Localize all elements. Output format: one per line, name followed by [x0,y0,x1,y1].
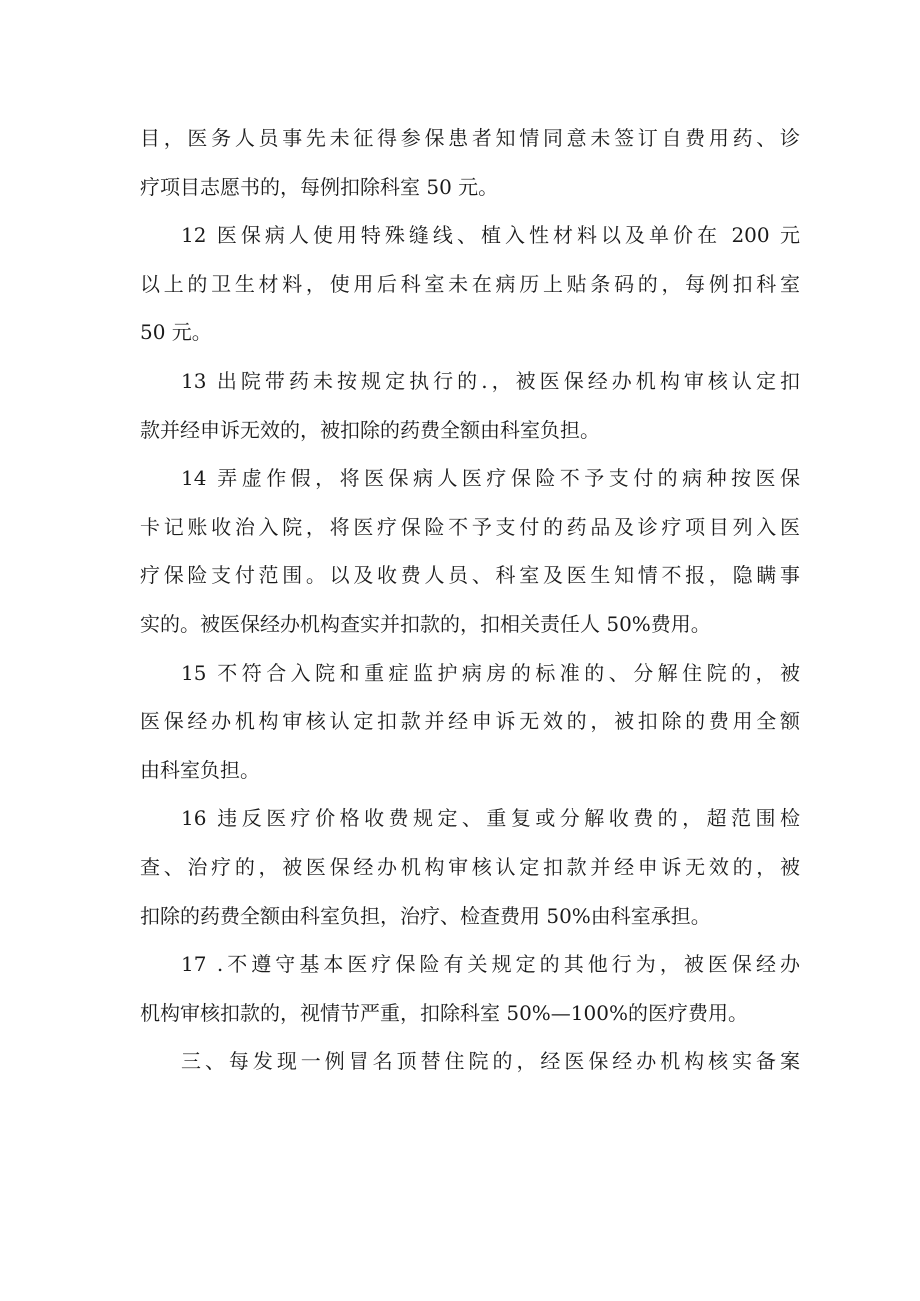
document-line: 三、每发现一例冒名顶替住院的，经医保经办机构核实备案 [181,1049,800,1074]
document-line: 扣除的药费全额由科室负担，治疗、检查费用 50%由科室承担。 [140,903,711,928]
document-line: 17 .不遵守基本医疗保险有关规定的其他行为，被医保经办 [181,952,800,977]
document-line: 查、治疗的，被医保经办机构审核认定扣款并经申诉无效的，被 [140,854,800,879]
document-line: 疗保险支付范围。以及收费人员、科室及医生知情不报，隐瞒事 [140,563,800,588]
document-body [140,114,800,1086]
document-line: 实的。被医保经办机构查实并扣款的，扣相关责任人 50%费用。 [140,611,711,636]
document-line: 以上的卫生材料，使用后科室未在病历上贴条码的，每例扣科室 [140,271,800,296]
document-line: 款并经申诉无效的，被扣除的药费全额由科室负担。 [140,417,600,442]
document-line: 目，医务人员事先未征得参保患者知情同意未签订自费用药、诊 [140,126,800,150]
document-line: 16 违反医疗价格收费规定、重复或分解收费的，超范围检 [181,806,800,831]
document-line: 15 不符合入院和重症监护病房的标准的、分解住院的，被 [181,660,800,685]
document-line: 12 医保病人使用特殊缝线、植入性材料以及单价在 200 元 [181,223,800,248]
document-line: 13 出院带药未按规定执行的.，被医保经办机构审核认定扣 [181,368,800,393]
document-line: 疗项目志愿书的，每例扣除科室 50 元。 [140,174,499,199]
document-line: 由科室负担。 [140,757,260,782]
document-line: 医保经办机构审核认定扣款并经申诉无效的，被扣除的费用全额 [140,709,800,734]
document-line: 14 弄虚作假，将医保病人医疗保险不予支付的病种按医保 [181,466,800,491]
document-line: 机构审核扣款的，视情节严重，扣除科室 50%—100%的医疗费用。 [140,1000,748,1025]
document-line: 50 元。 [140,320,212,345]
document-line: 卡记账收治入院，将医疗保险不予支付的药品及诊疗项目列入医 [140,514,800,539]
